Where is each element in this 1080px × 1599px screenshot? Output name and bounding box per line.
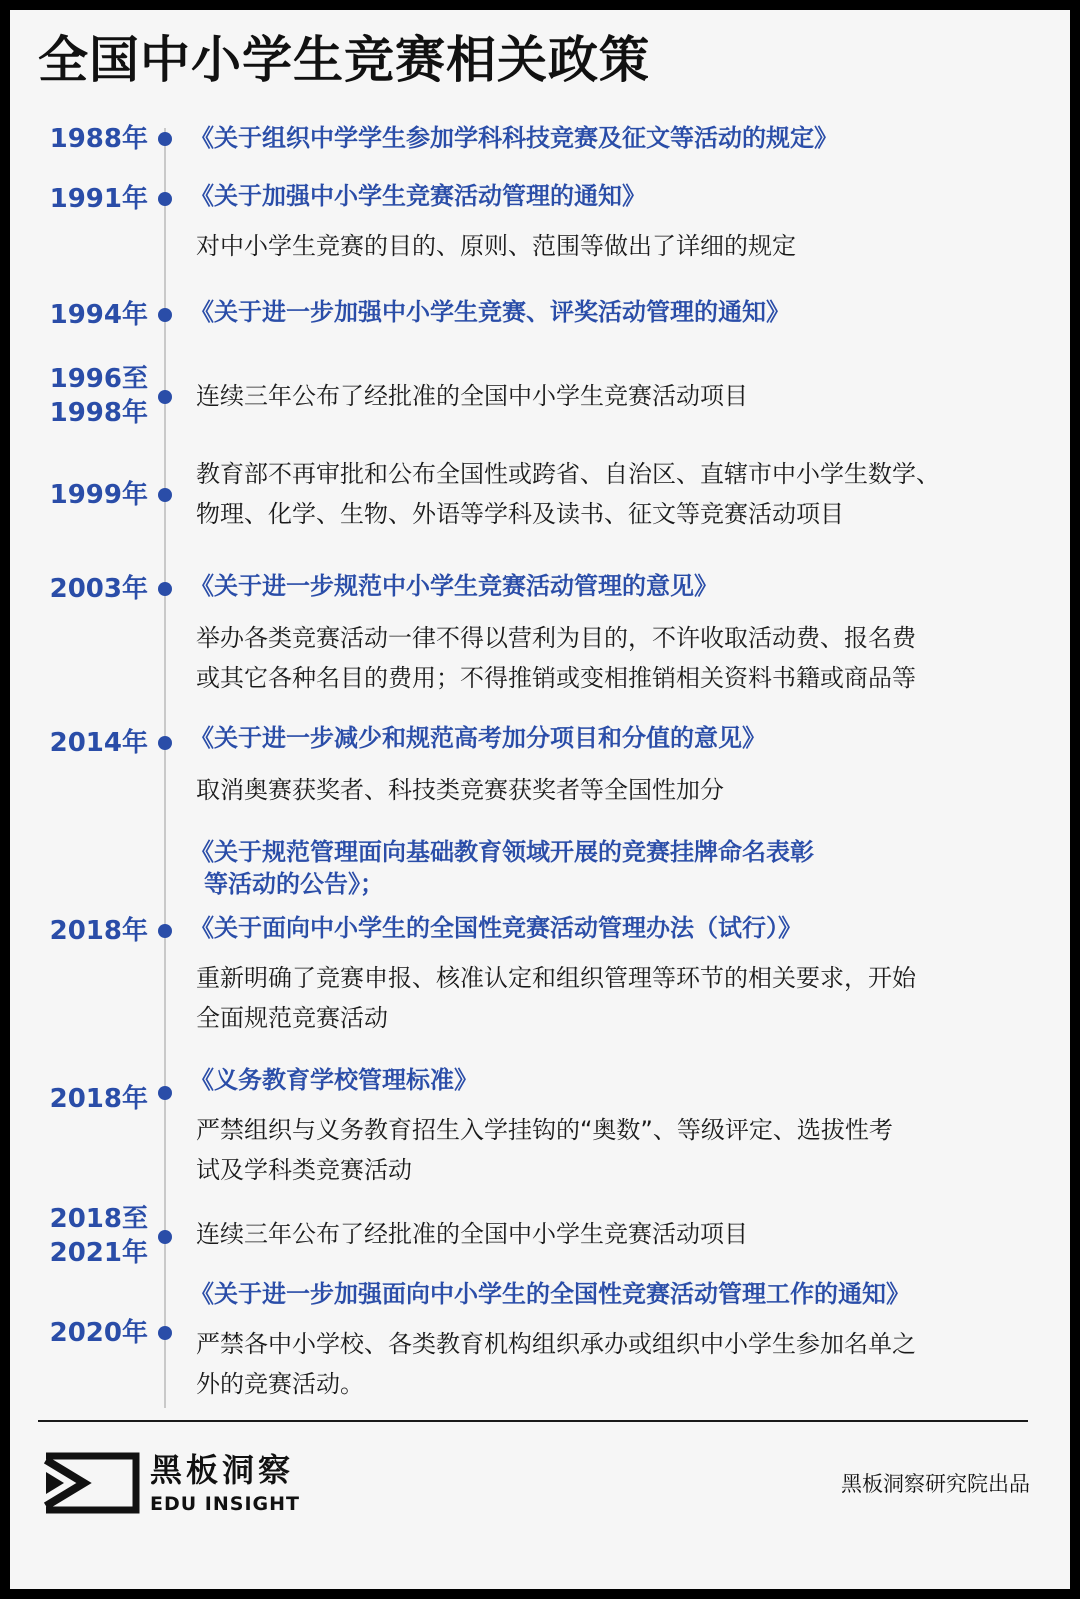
entry-year: 2018年 [49,916,148,946]
entry-year: 1988年 [49,124,148,154]
policy-description: 严禁组织与义务教育招生入学挂钩的“奥数”、等级评定、选拔性考 [196,1116,893,1144]
policy-description: 物理、化学、生物、外语等学科及读书、征文等竞赛活动项目 [196,500,844,528]
timeline-dot [158,192,172,206]
policy-description: 连续三年公布了经批准的全国中小学生竞赛活动项目 [196,1220,748,1248]
entry-year: 1994年 [49,300,148,330]
entry-year: 1996至 [49,364,148,394]
timeline-dot [158,488,172,502]
timeline-dot [158,924,172,938]
policy-document-title: 《关于加强中小学生竞赛活动管理的通知》 [190,182,646,210]
policy-description: 举办各类竞赛活动一律不得以营利为目的，不许收取活动费、报名费 [196,624,916,652]
policy-description: 取消奥赛获奖者、科技类竞赛获奖者等全国性加分 [196,776,724,804]
brand-name-cn: 黑板洞察 [150,1451,295,1489]
timeline-dot [158,736,172,750]
policy-description: 或其它各种名目的费用；不得推销或变相推销相关资料书籍或商品等 [196,664,916,692]
policy-document-title: 《关于面向中小学生的全国性竞赛活动管理办法（试行）》 [190,914,802,942]
policy-document-title: 《义务教育学校管理标准》 [190,1066,478,1094]
brand-name-en: EDU INSIGHT [150,1493,300,1515]
policy-description: 对中小学生竞赛的目的、原则、范围等做出了详细的规定 [196,232,796,260]
footer-divider [38,1420,1028,1422]
producer-credit: 黑板洞察研究院出品 [841,1472,1030,1496]
timeline-dot [158,1086,172,1100]
policy-description: 全面规范竞赛活动 [196,1004,388,1032]
policy-document-title: 《关于进一步加强面向中小学生的全国性竞赛活动管理工作的通知》 [190,1280,910,1308]
entry-year: 2020年 [49,1318,148,1348]
policy-description: 连续三年公布了经批准的全国中小学生竞赛活动项目 [196,382,748,410]
policy-description: 试及学科类竞赛活动 [196,1156,412,1184]
policy-document-title: 等活动的公告》； [204,870,384,898]
infographic-frame [10,10,1070,1589]
entry-year: 2018年 [49,1084,148,1114]
timeline-dot [158,132,172,146]
entry-year-end: 1998年 [49,398,148,428]
entry-year: 1999年 [49,480,148,510]
policy-document-title: 《关于规范管理面向基础教育领域开展的竞赛挂牌命名表彰 [190,838,814,866]
edu-insight-logo-icon [42,1452,140,1514]
page-title: 全国中小学生竞赛相关政策 [38,31,650,89]
policy-document-title: 《关于组织中学学生参加学科科技竞赛及征文等活动的规定》 [190,124,838,152]
policy-description: 外的竞赛活动。 [196,1370,364,1398]
policy-description: 重新明确了竞赛申报、核准认定和组织管理等环节的相关要求，开始 [196,964,916,992]
entry-year: 1991年 [49,184,148,214]
policy-description: 教育部不再审批和公布全国性或跨省、自治区、直辖市中小学生数学、 [196,460,940,488]
timeline-dot [158,390,172,404]
timeline-dot [158,582,172,596]
policy-description: 严禁各中小学校、各类教育机构组织承办或组织中小学生参加名单之 [196,1330,916,1358]
timeline-dot [158,1230,172,1244]
policy-document-title: 《关于进一步加强中小学生竞赛、评奖活动管理的通知》 [190,298,790,326]
timeline-dot [158,308,172,322]
entry-year: 2003年 [49,574,148,604]
entry-year: 2014年 [49,728,148,758]
policy-document-title: 《关于进一步规范中小学生竞赛活动管理的意见》 [190,572,718,600]
entry-year: 2018至 [49,1204,148,1234]
timeline-dot [158,1326,172,1340]
entry-year-end: 2021年 [49,1238,148,1268]
policy-document-title: 《关于进一步减少和规范高考加分项目和分值的意见》 [190,724,766,752]
